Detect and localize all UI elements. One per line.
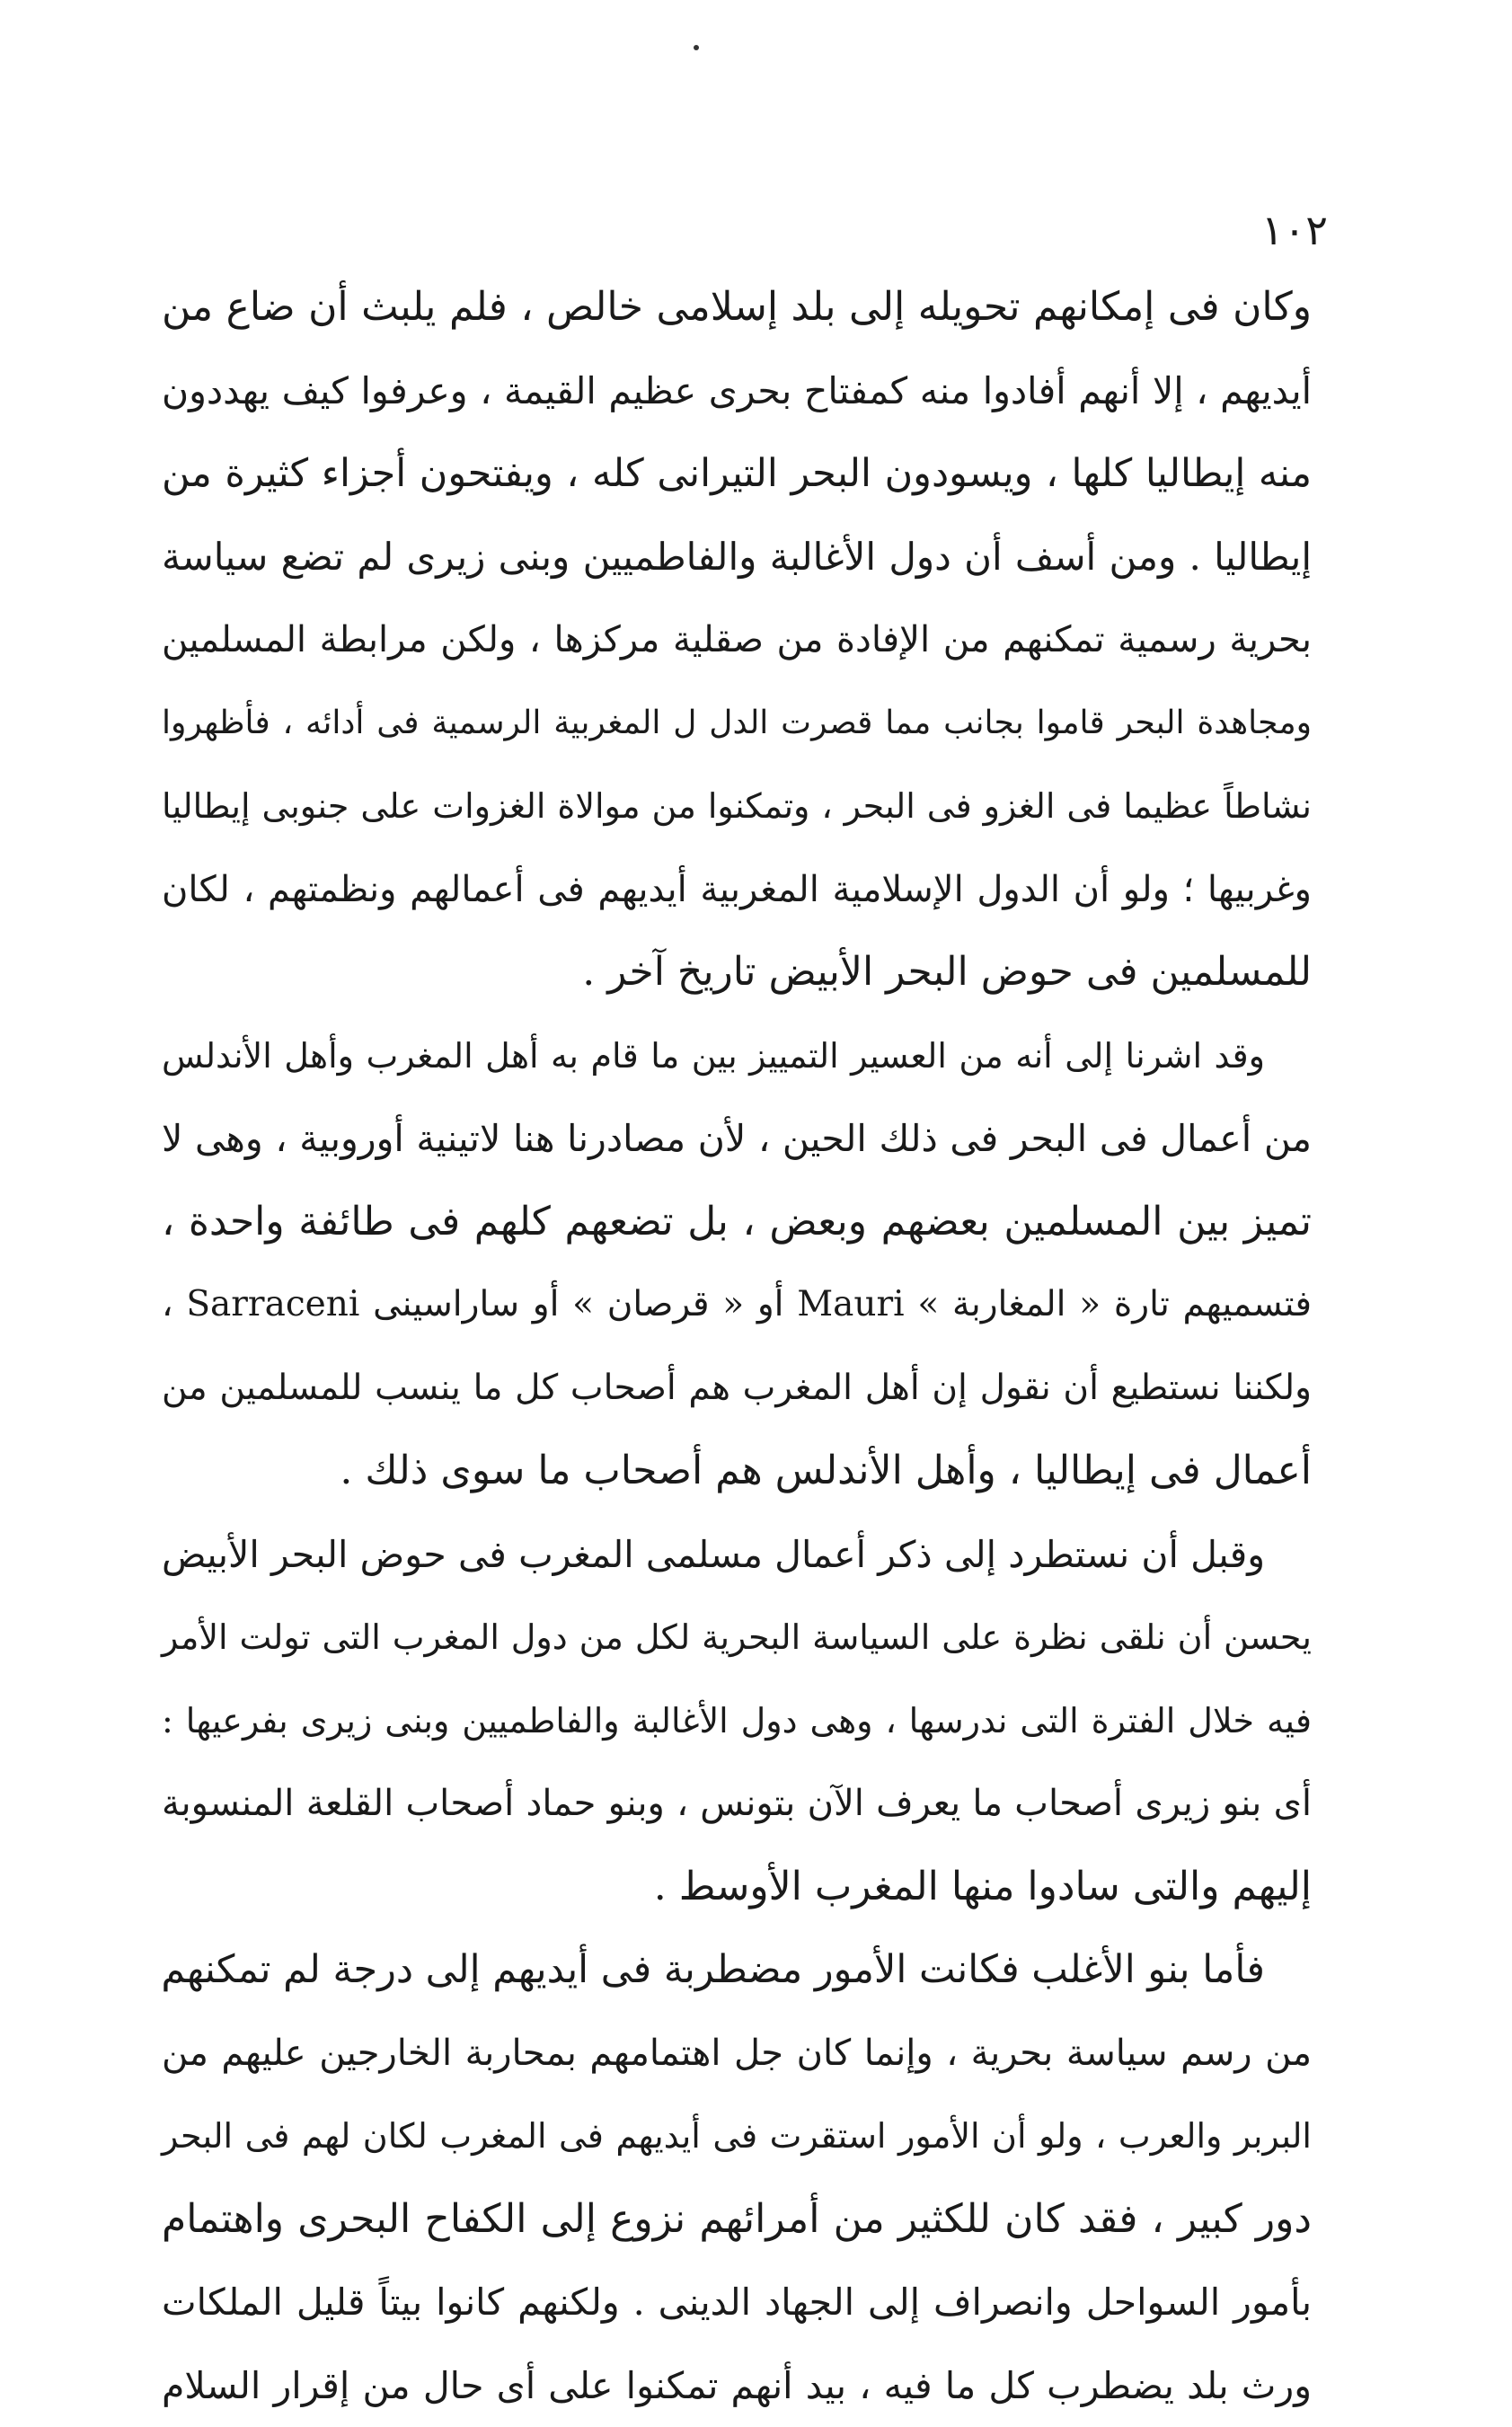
text-line: من أعمال فى البحر فى ذلك الحين ، لأن مصادرنا هنا لاتينية أوروبية ، وهى لا xyxy=(162,1097,1312,1181)
text-line: منه إيطاليا كلها ، ويسودون البحر التيرانى كله ، ويفتحون أجزاء كثيرة من xyxy=(162,432,1312,516)
body-text xyxy=(162,266,1312,2427)
text-line: أى بنو زيرى أصحاب ما يعرف الآن بتونس ، وبنو حماد أصحاب القلعة المنسوبة xyxy=(162,1762,1312,1846)
text-line: يحسن أن نلقى نظرة على السياسة البحرية لكل من دول المغرب التى تولت الأمر xyxy=(162,1596,1312,1679)
text-line: أعمال فى إيطاليا ، وأهل الأندلس هم أصحاب ما سوى ذلك . xyxy=(162,1430,1312,1513)
text-line: وقبل أن نستطرد إلى ذكر أعمال مسلمى المغرب فى حوض البحر الأبيض xyxy=(162,1513,1312,1597)
text-line: ولكننا نستطيع أن نقول إن أهل المغرب هم أصحاب كل ما ينسب للمسلمين من xyxy=(162,1347,1312,1431)
text-line: إيطاليا . ومن أسف أن دول الأغالبة والفاطميين وبنى زيرى لم تضع سياسة xyxy=(162,516,1312,599)
page-number: ١٠٢ xyxy=(1261,203,1328,257)
text-line: إليهم والتى سادوا منها المغرب الأوسط . xyxy=(162,1846,1312,1929)
text-line: بأمور السواحل وانصراف إلى الجهاد الدينى . ولكنهم كانوا بيتاً قليل الملكات xyxy=(162,2261,1312,2344)
text-line: فيه خلال الفترة التى ندرسها ، وهى دول الأغالبة والفاطميين وبنى زيرى بفرعيها : xyxy=(162,1679,1312,1763)
text-line: ورث بلد يضطرب كل ما فيه ، بيد أنهم تمكنوا على أى حال من إقرار السلام xyxy=(162,2344,1312,2427)
text-line: للمسلمين فى حوض البحر الأبيض تاريخ آخر . xyxy=(162,931,1312,1014)
text-line: ومجاهدة البحر قاموا بجانب مما قصرت الدل ل المغربية الرسمية فى أدائه ، فأظهروا xyxy=(162,682,1312,766)
text-line: تميز بين المسلمين بعضهم وبعض ، بل تضعهم كلهم فى طائفة واحدة ، xyxy=(162,1181,1312,1264)
text-line: وكان فى إمكانهم تحويله إلى بلد إسلامى خالص ، فلم يلبث أن ضاع من xyxy=(162,266,1312,350)
text-line: البربر والعرب ، ولو أن الأمور استقرت فى أيديهم فى المغرب لكان لهم فى البحر xyxy=(162,2095,1312,2178)
text-line: فتسميهم تارة « المغاربة » Mauri أو « قرصان » أو ساراسينى Sarraceni ، xyxy=(162,1263,1312,1347)
text-line: من رسم سياسة بحرية ، وإنما كان جل اهتمامهم بمحاربة الخارجين عليهم من xyxy=(162,2012,1312,2095)
page-mark xyxy=(694,45,699,50)
text-line: بحرية رسمية تمكنهم من الإفادة من صقلية مركزها ، ولكن مرابطة المسلمين xyxy=(162,598,1312,682)
text-line: أيديهم ، إلا أنهم أفادوا منه كمفتاح بحرى عظيم القيمة ، وعرفوا كيف يهددون xyxy=(162,350,1312,433)
text-line: نشاطاً عظيما فى الغزو فى البحر ، وتمكنوا من موالاة الغزوات على جنوبى إيطاليا xyxy=(162,765,1312,848)
text-line: وقد اشرنا إلى أنه من العسير التمييز بين ما قام به أهل المغرب وأهل الأندلس xyxy=(162,1014,1312,1098)
text-line: فأما بنو الأغلب فكانت الأمور مضطربة فى أيديهم إلى درجة لم تمكنهم xyxy=(162,1928,1312,2012)
text-line: دور كبير ، فقد كان للكثير من أمرائهم نزوع إلى الكفاح البحرى واهتمام xyxy=(162,2178,1312,2262)
text-line: وغربيها ؛ ولو أن الدول الإسلامية المغربية أيديهم فى أعمالهم ونظمتهم ، لكان xyxy=(162,848,1312,932)
